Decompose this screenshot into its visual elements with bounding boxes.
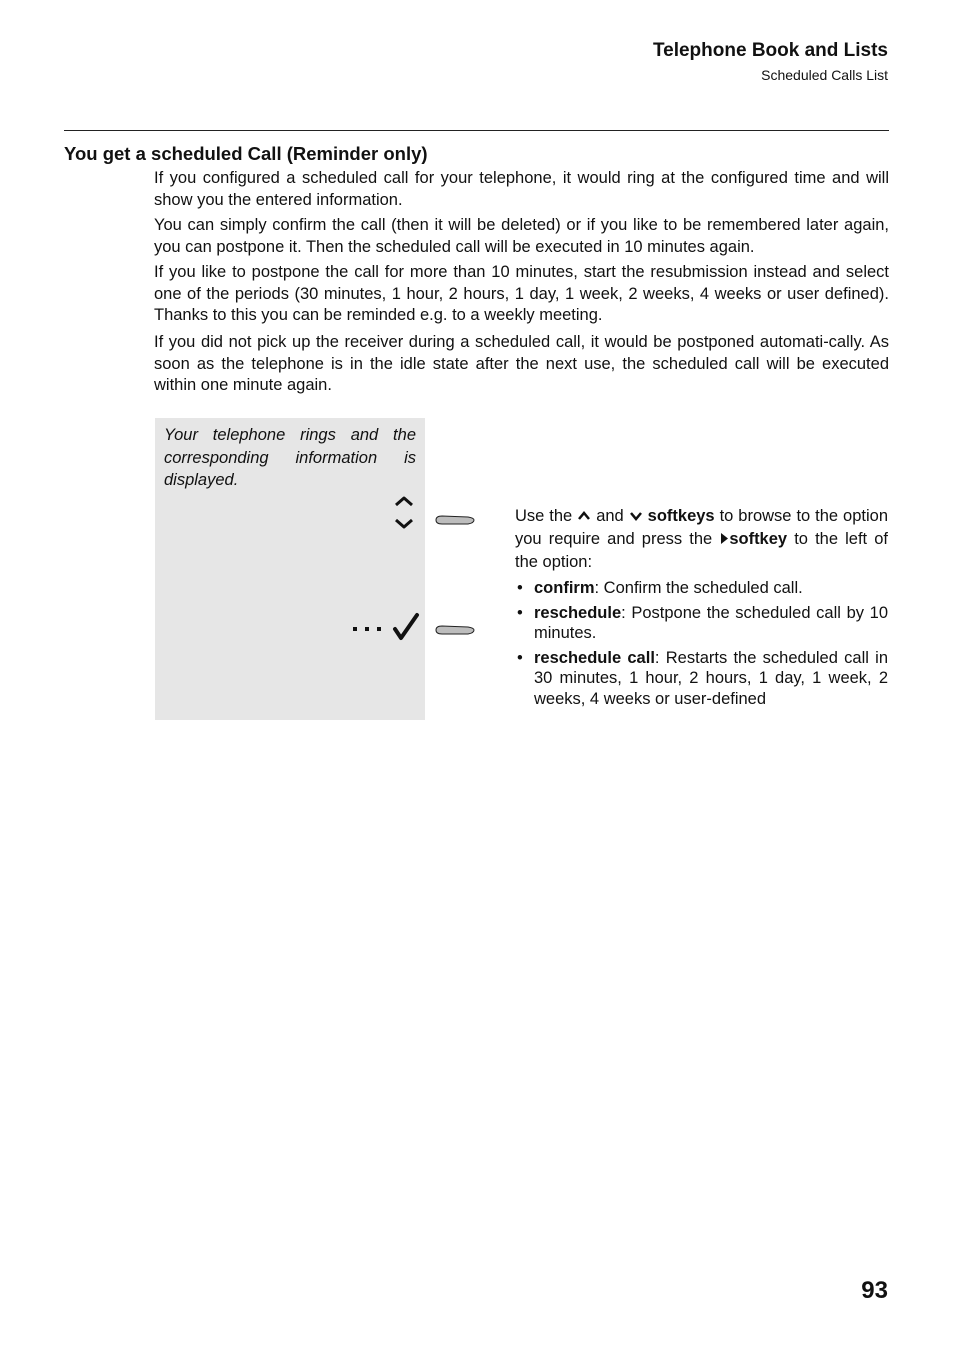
paragraph-2: You can simply confirm the call (then it will be deleted) or if you like to be remembered later again, you can postpone it. Then the scheduled call will be executed in 10 minutes again. xyxy=(154,216,889,256)
panel-text: Your telephone rings and the corresponding information is displayed. xyxy=(164,426,416,489)
softkey-icon[interactable] xyxy=(434,624,476,636)
arrow-right-icon xyxy=(719,532,729,545)
page-header-subtitle: Scheduled Calls List xyxy=(761,67,888,83)
page-number: 93 xyxy=(861,1277,888,1304)
chevron-down-icon xyxy=(629,510,643,522)
header-divider xyxy=(64,130,889,131)
confirm-display-icon xyxy=(350,612,420,642)
option-list xyxy=(515,578,888,713)
list-item: • reschedule: Postpone the scheduled call by 10 minutes. xyxy=(517,603,888,642)
ellipsis-icon xyxy=(353,627,381,631)
paragraph-4: If you did not pick up the receiver during a scheduled call, it would be postponed automati-cally. As soon as the telephone is in the idle state after the next use, the scheduled call will be executed within one minute again. xyxy=(154,333,889,394)
chevron-up-icon xyxy=(577,510,591,522)
list-item: • reschedule call: Restarts the scheduled call in 30 minutes, 1 hour, 2 hours, 1 day, 1 week, 2 weeks, 4 weeks or user-defined xyxy=(517,648,889,708)
section-title: You get a scheduled Call (Reminder only) xyxy=(64,143,428,164)
chevron-down-icon xyxy=(396,520,412,527)
paragraph-3: If you like to postpone the call for more than 10 minutes, start the resubmission instead and select one of the periods (30 minutes, 1 hour, 2 hours, 1 day, 1 week, 2 weeks, 4 weeks or user defined). Thanks to this you can be reminded e.g. to a weekly meeting. xyxy=(154,263,889,324)
softkey-icon[interactable] xyxy=(434,514,476,526)
checkmark-icon xyxy=(395,615,417,638)
instruction-text: Use the and softkeys to browse to the option you require and press the softkey to the left of the option: xyxy=(515,507,889,571)
paragraph-1: If you configured a scheduled call for your telephone, it would ring at the configured time and will show you the entered information. xyxy=(154,169,889,209)
up-down-arrows-icon xyxy=(393,495,415,531)
page-header-title: Telephone Book and Lists xyxy=(652,40,888,61)
chevron-up-icon xyxy=(396,498,412,505)
list-item: • confirm: Confirm the scheduled call. xyxy=(517,579,803,597)
